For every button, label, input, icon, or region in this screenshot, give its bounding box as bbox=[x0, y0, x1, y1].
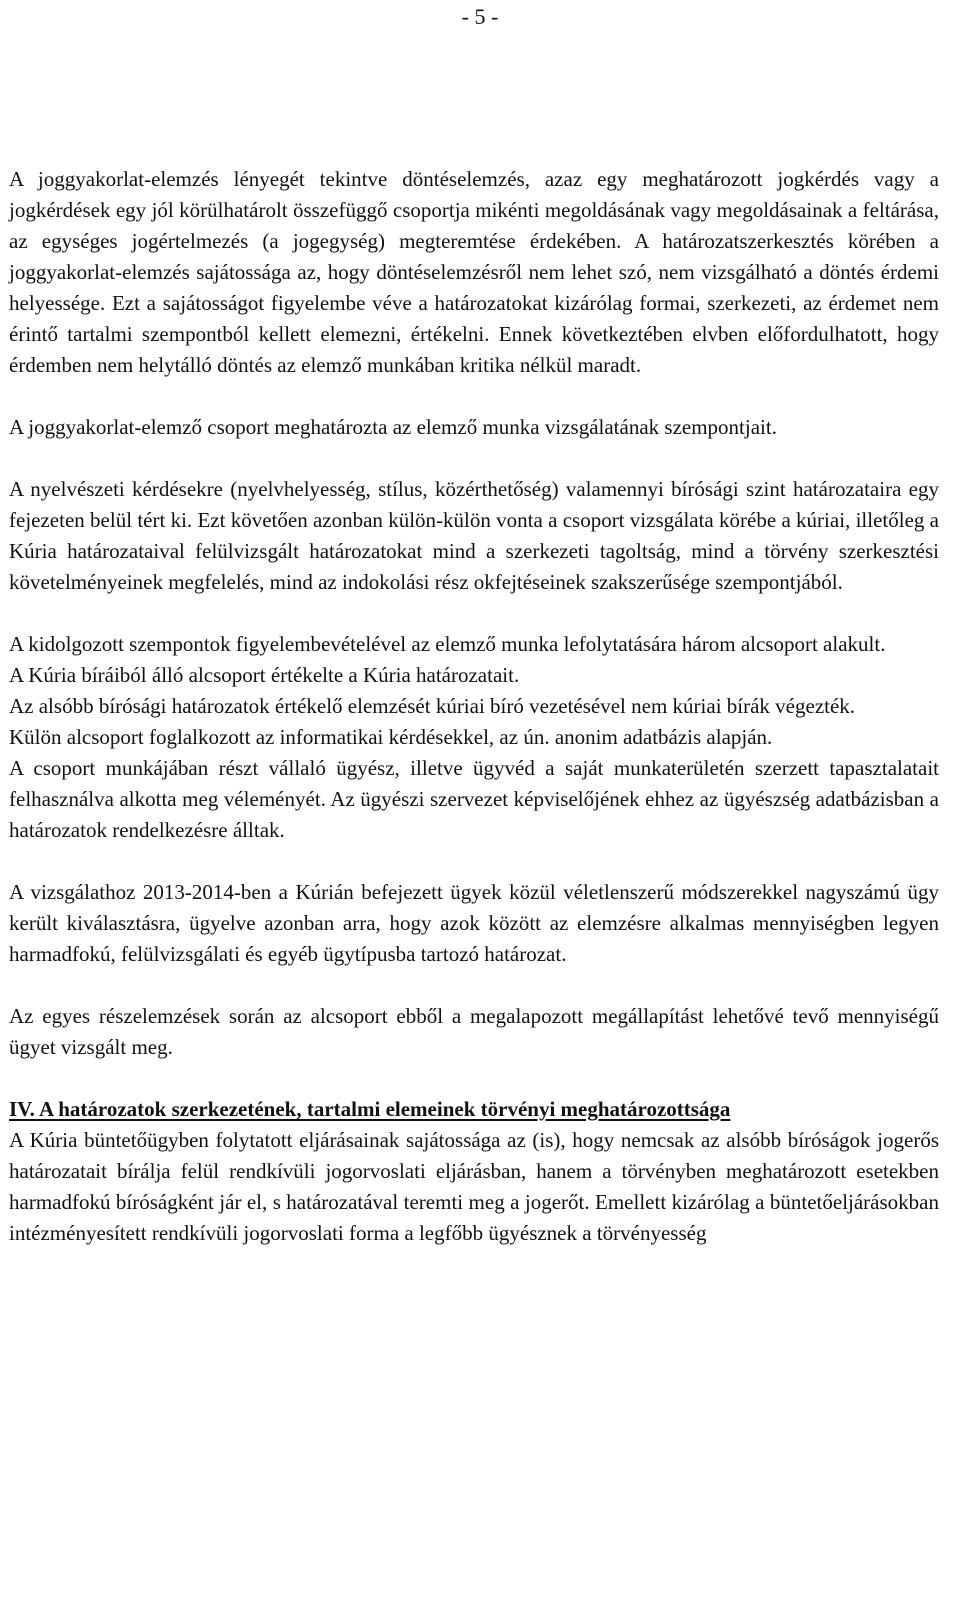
paragraph-kuria-subgroup: A Kúria bíráiból álló alcsoport értékelte a Kúria határozatait. bbox=[9, 663, 520, 687]
paragraph-sampling: A vizsgálathoz 2013-2014-ben a Kúrián befejezett ügyek közül véletlenszerű módszerekkel nagyszámú ügy került kiválasztásra, ügyelve azonban arra, hogy azok között az elemzésre alkalmas mennyiségben legyen harmadfokú, felülvizsgálati és egyéb ügytípusba tartozó határozat. bbox=[9, 880, 939, 966]
section-heading: IV. A határozatok szerkezetének, tartalmi elemeinek törvényi meghatározottsága bbox=[9, 1097, 731, 1121]
page-number: - 5 - bbox=[461, 4, 499, 29]
paragraph-section-iv: A Kúria büntetőügyben folytatott eljárásainak sajátossága az (is), hogy nemcsak az alsóbb bíróságok jogerős határozatait bírálja felül rendkívüli jogorvoslati eljárásban, hanem a törvényben meghatározott esetekben harmadfokú bíróságként jár el, s határozatával teremti meg a jogerőt. Emellett kizárólag a büntetőeljárásokban intézményesített rendkívüli jogorvoslati forma a legfőbb ügyésznek a törvényesség bbox=[9, 1128, 939, 1245]
document-body bbox=[9, 164, 939, 1249]
paragraph-prosecutor: A csoport munkájában részt vállaló ügyész, illetve ügyvéd a saját munkaterületén szerzett tapasztalatait felhasználva alkotta meg véleményét. Az ügyészi szervezet képviselőjének ehhez az ügyészség adatbázisban a határozatok rendelkezésre álltak. bbox=[9, 756, 939, 842]
paragraph-partial-analyses: Az egyes részelemzések során az alcsoport ebből a megalapozott megállapítást lehetővé tevő mennyiségű ügyet vizsgált meg. bbox=[9, 1004, 939, 1059]
paragraph-it-subgroup: Külön alcsoport foglalkozott az informatikai kérdésekkel, az ún. anonim adatbázis alapján. bbox=[9, 725, 773, 749]
paragraph-intro: A joggyakorlat-elemzés lényegét tekintve döntéselemzés, azaz egy meghatározott jogkérdés vagy a jogkérdések egy jól körülhatárolt összefüggő csoportja mikénti megoldásának vagy megoldásainak a feltárása, az egységes jogértelmezés (a jogegység) megteremtése érdekében. A határozatszerkesztés körében a joggyakorlat-elemzés sajátossága az, hogy döntéselemzésről nem lehet szó, nem vizsgálható a döntés érdemi helyessége. Ezt a sajátosságot figyelembe véve a határozatokat kizárólag formai, szerkezeti, az érdemet nem érintő tartalmi szempontból kellett elemezni, értékelni. Ennek következtében elvben előfordulhatott, hogy érdemben nem helytálló döntés az elemző munkában kritika nélkül maradt. bbox=[9, 167, 939, 377]
paragraph-linguistics: A nyelvészeti kérdésekre (nyelvhelyesség, stílus, közérthetőség) valamennyi bírósági szint határozataira egy fejezeten belül tért ki. Ezt követően azonban külön-külön vonta a csoport vizsgálata körébe a kúriai, illetőleg a Kúria határozataival felülvizsgált határozatokat mind a szerkezeti tagoltság, mind a törvény szerkesztési követelményeinek megfelelés, mind az indokolási rész okfejtéseinek szakszerűsége szempontjából. bbox=[9, 477, 939, 594]
paragraph-subgroups: A kidolgozott szempontok figyelembevételével az elemző munka lefolytatására három alcsoport alakult. bbox=[9, 632, 886, 656]
paragraph-lower-courts: Az alsóbb bírósági határozatok értékelő elemzését kúriai bíró vezetésével nem kúriai bírák végezték. bbox=[9, 694, 856, 718]
paragraph-criteria: A joggyakorlat-elemző csoport meghatározta az elemző munka vizsgálatának szempontjait. bbox=[9, 415, 777, 439]
